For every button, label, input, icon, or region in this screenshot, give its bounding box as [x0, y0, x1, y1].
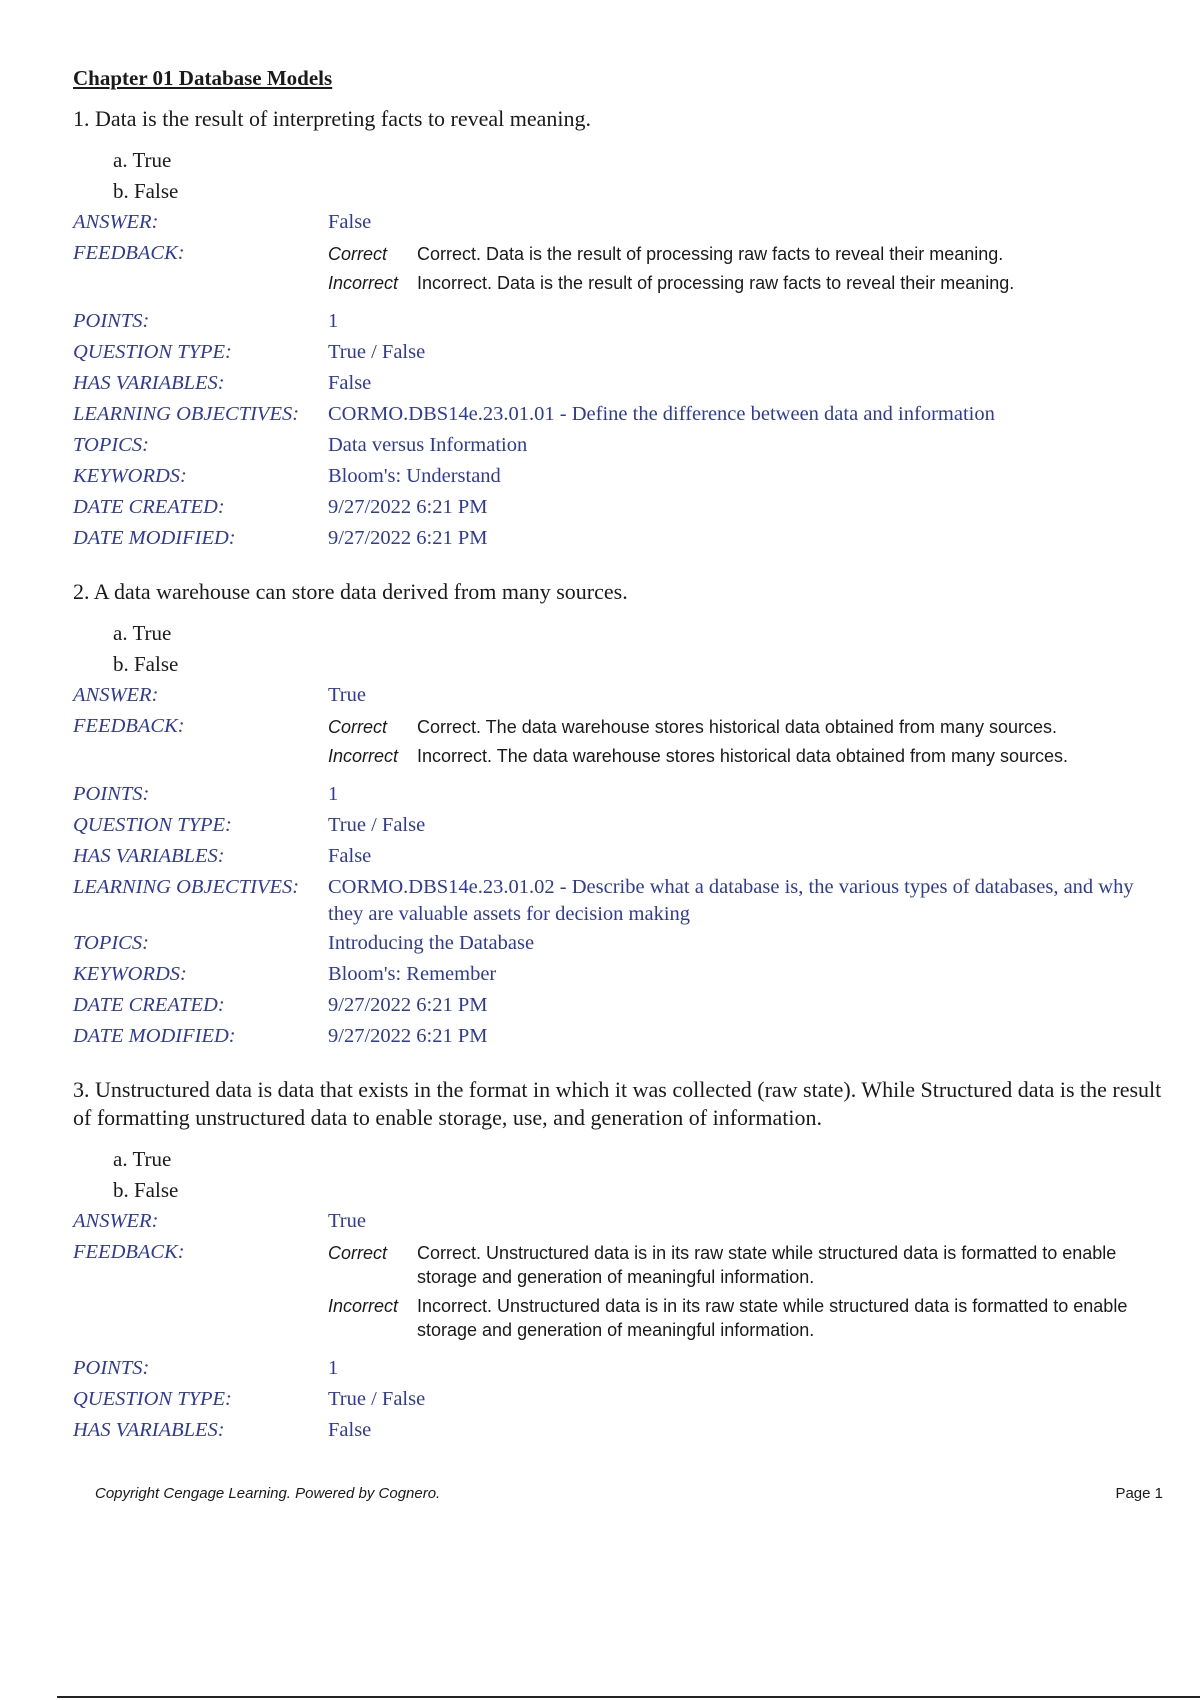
- has-variables-label: HAS VARIABLES:: [73, 845, 225, 867]
- option-b: b. False: [113, 1178, 179, 1202]
- has-variables-value: False: [328, 845, 372, 867]
- keywords-row: [73, 959, 1163, 990]
- option-b: b. False: [113, 652, 179, 676]
- question-type-row: [73, 337, 1163, 368]
- option-b: b. False: [113, 179, 179, 203]
- feedback-incorrect: [328, 271, 1163, 295]
- question-type-label: QUESTION TYPE:: [73, 341, 232, 363]
- feedback-incorrect-text: Incorrect. Unstructured data is in its raw state while structured data is formatted to enable storage and generation of meaningful information.: [417, 1296, 1128, 1340]
- has-variables-row: [73, 368, 1163, 399]
- learning-objectives-value: CORMO.DBS14e.23.01.01 - Define the difference between data and information: [328, 403, 995, 425]
- topics-row: [73, 430, 1163, 461]
- keywords-value: Bloom's: Remember: [328, 963, 497, 985]
- answer-label: ANSWER:: [73, 684, 159, 706]
- learning-objectives-row: [73, 399, 1163, 430]
- feedback-list: [328, 1237, 1163, 1353]
- answer-value: True: [328, 684, 366, 706]
- answer-value: False: [328, 211, 372, 233]
- keywords-value: Bloom's: Understand: [328, 465, 501, 487]
- bottom-divider: [57, 1696, 1200, 1698]
- learning-objectives-label: LEARNING OBJECTIVES:: [73, 876, 300, 898]
- option-a: a. True: [113, 148, 172, 172]
- feedback-incorrect: [328, 744, 1163, 768]
- points-label: POINTS:: [73, 310, 150, 332]
- topics-row: [73, 928, 1163, 959]
- answer-options: [113, 618, 1163, 680]
- points-label: POINTS:: [73, 783, 150, 805]
- date-created-row: [73, 990, 1163, 1021]
- feedback-correct-text: Correct. The data warehouse stores historical data obtained from many sources.: [417, 717, 1057, 737]
- answer-options: [113, 1144, 1163, 1206]
- document-page: [73, 66, 1163, 1446]
- correct-tag: Correct: [328, 244, 388, 264]
- answer-row: [73, 1206, 1163, 1237]
- answer-label: ANSWER:: [73, 1210, 159, 1232]
- feedback-list: [328, 238, 1163, 306]
- points-row: [73, 1353, 1163, 1384]
- points-row: [73, 779, 1163, 810]
- page-footer: [95, 1485, 1163, 1502]
- keywords-row: [73, 461, 1163, 492]
- page-number: Page 1: [1115, 1485, 1163, 1502]
- date-created-label: DATE CREATED:: [73, 496, 225, 518]
- date-modified-label: DATE MODIFIED:: [73, 527, 236, 549]
- copyright-text: Copyright Cengage Learning. Powered by Cognero.: [95, 1485, 441, 1502]
- question-text: 1. Data is the result of interpreting facts to reveal meaning.: [73, 106, 592, 131]
- feedback-correct: [328, 242, 1163, 266]
- feedback-row: [73, 1237, 1163, 1353]
- option-a: a. True: [113, 1147, 172, 1171]
- option-a: a. True: [113, 621, 172, 645]
- date-modified-label: DATE MODIFIED:: [73, 1025, 236, 1047]
- points-value: 1: [328, 1357, 339, 1379]
- incorrect-tag: Incorrect: [328, 746, 399, 766]
- answer-label: ANSWER:: [73, 211, 159, 233]
- correct-tag: Correct: [328, 717, 388, 737]
- has-variables-label: HAS VARIABLES:: [73, 372, 225, 394]
- has-variables-label: HAS VARIABLES:: [73, 1419, 225, 1441]
- feedback-incorrect: [328, 1294, 1163, 1342]
- date-modified-row: [73, 523, 1163, 554]
- feedback-label: FEEDBACK:: [73, 715, 185, 737]
- topics-value: Introducing the Database: [328, 932, 535, 954]
- points-value: 1: [328, 310, 339, 332]
- topics-label: TOPICS:: [73, 434, 149, 456]
- learning-objectives-value: CORMO.DBS14e.23.01.02 - Describe what a database is, the various types of databases, and why they are valuable assets for decision making: [328, 876, 1134, 925]
- learning-objectives-label: LEARNING OBJECTIVES:: [73, 403, 300, 425]
- incorrect-tag: Incorrect: [328, 273, 399, 293]
- date-created-value: 9/27/2022 6:21 PM: [328, 994, 488, 1016]
- question-type-value: True / False: [328, 1388, 426, 1410]
- has-variables-row: [73, 841, 1163, 872]
- feedback-correct-text: Correct. Data is the result of processing raw facts to reveal their meaning.: [417, 244, 1004, 264]
- feedback-label: FEEDBACK:: [73, 242, 185, 264]
- question-3: [73, 1076, 1163, 1446]
- feedback-incorrect-text: Incorrect. Data is the result of processing raw facts to reveal their meaning.: [417, 273, 1015, 293]
- question-type-label: QUESTION TYPE:: [73, 814, 232, 836]
- keywords-label: KEYWORDS:: [73, 963, 187, 985]
- topics-value: Data versus Information: [328, 434, 528, 456]
- date-modified-value: 9/27/2022 6:21 PM: [328, 527, 488, 549]
- feedback-label: FEEDBACK:: [73, 1241, 185, 1263]
- feedback-row: [73, 711, 1163, 779]
- date-created-value: 9/27/2022 6:21 PM: [328, 496, 488, 518]
- chapter-title: Chapter 01 Database Models: [73, 66, 333, 90]
- question-text: 2. A data warehouse can store data derived from many sources.: [73, 579, 628, 604]
- answer-value: True: [328, 1210, 366, 1232]
- date-created-label: DATE CREATED:: [73, 994, 225, 1016]
- question-type-value: True / False: [328, 341, 426, 363]
- keywords-label: KEYWORDS:: [73, 465, 187, 487]
- question-type-row: [73, 810, 1163, 841]
- points-label: POINTS:: [73, 1357, 150, 1379]
- feedback-row: [73, 238, 1163, 306]
- feedback-incorrect-text: Incorrect. The data warehouse stores historical data obtained from many sources.: [417, 746, 1068, 766]
- date-created-row: [73, 492, 1163, 523]
- points-row: [73, 306, 1163, 337]
- has-variables-value: False: [328, 372, 372, 394]
- incorrect-tag: Incorrect: [328, 1296, 399, 1316]
- date-modified-value: 9/27/2022 6:21 PM: [328, 1025, 488, 1047]
- feedback-correct: [328, 715, 1163, 739]
- feedback-correct: [328, 1241, 1163, 1289]
- question-2: [73, 578, 1163, 1052]
- answer-options: [113, 145, 1163, 207]
- points-value: 1: [328, 783, 339, 805]
- date-modified-row: [73, 1021, 1163, 1052]
- learning-objectives-row: [73, 872, 1163, 928]
- has-variables-value: False: [328, 1419, 372, 1441]
- question-type-label: QUESTION TYPE:: [73, 1388, 232, 1410]
- answer-row: [73, 680, 1163, 711]
- question-1: [73, 105, 1163, 554]
- has-variables-row: [73, 1415, 1163, 1446]
- feedback-correct-text: Correct. Unstructured data is in its raw state while structured data is formatted to enable storage and generation of meaningful information.: [417, 1243, 1117, 1287]
- question-text: 3. Unstructured data is data that exists in the format in which it was collected (raw state). While Structured data is the result of formatting unstructured data to enable storage, use, and generation of information.: [73, 1077, 1162, 1130]
- feedback-list: [328, 711, 1163, 779]
- question-type-value: True / False: [328, 814, 426, 836]
- question-type-row: [73, 1384, 1163, 1415]
- topics-label: TOPICS:: [73, 932, 149, 954]
- correct-tag: Correct: [328, 1243, 388, 1263]
- answer-row: [73, 207, 1163, 238]
